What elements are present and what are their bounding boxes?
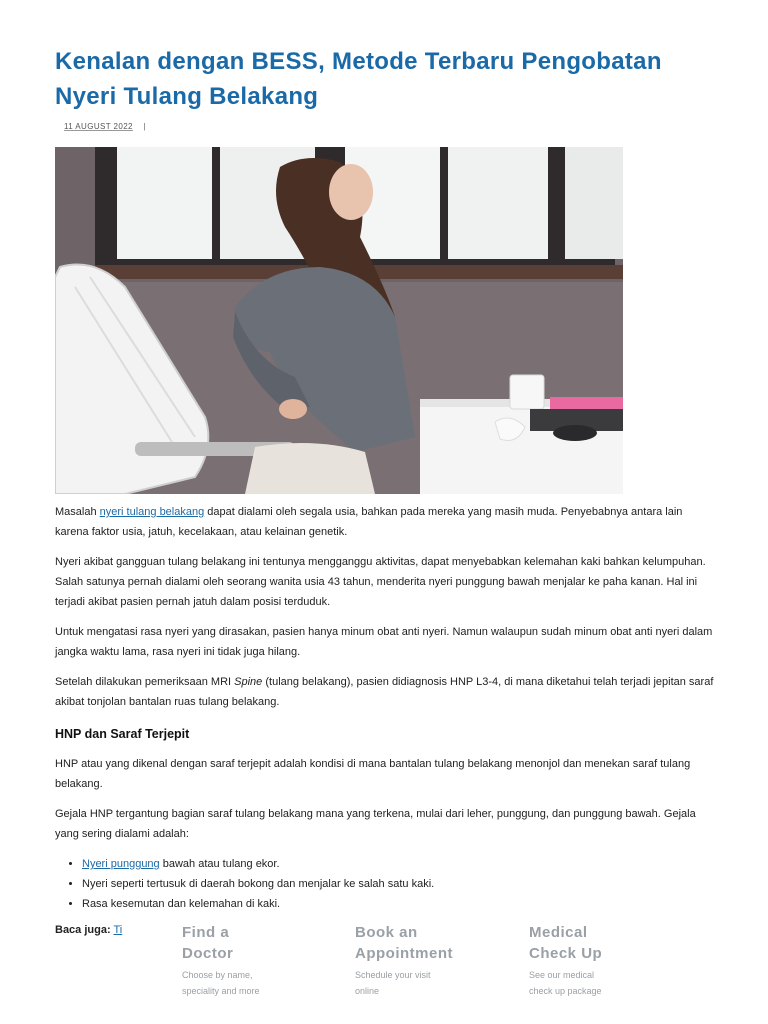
cta-title: Medical Check Up <box>529 924 603 962</box>
list-item <box>82 854 715 874</box>
section-heading: HNP dan Saraf Terjepit <box>55 727 190 741</box>
paragraph-4 <box>55 672 715 712</box>
cta-title: Find a Doctor <box>182 924 234 962</box>
read-also-label: Baca juga: <box>55 924 111 936</box>
cta-title: Book an Appointment <box>355 924 453 962</box>
read-also <box>55 924 122 936</box>
paragraph-6: Gejala HNP tergantung bagian saraf tulang belakang mana yang terkena, mulai dari leher, punggung, dan punggung bawah. Gejala yang sering dialami adalah: <box>55 808 696 840</box>
p1-text-start: Masalah <box>55 506 100 518</box>
paragraph-2: Nyeri akibat gangguan tulang belakang ini tentunya mengganggu aktivitas, dapat menyebabkan kelemahan kaki bahkan kelumpuhan. Salah satunya pernah dialami oleh seorang wanita usia 43 tahun, menderita nyeri punggung bawah menjalar ke paha kanan. Hal ini terjadi akibat pasien pernah jatuh dalam posisi terduduk. <box>55 556 706 608</box>
cta-medical-checkup[interactable] <box>529 922 669 999</box>
list-item: • Rasa kesemutan dan kelemahan di kaki. <box>82 894 715 914</box>
symptom-list <box>55 854 715 914</box>
p4-text-end: (tulang belakang), pasien didiagnosis HNP L3-4, di mana diketahui telah terjadi jepitan saraf akibat tonjolan bantalan ruas tulang belakang. <box>55 676 714 708</box>
cta-find-doctor[interactable] <box>182 922 322 999</box>
p1-text-end: dapat dialami oleh segala usia, bahkan pada mereka yang masih muda. Penyebabnya antara lain karena faktor usia, jatuh, kecelakaan, atau kelainan genetik. <box>55 506 683 538</box>
link-nyeri-tulang-belakang[interactable]: nyeri tulang belakang <box>99 506 205 518</box>
meta-separator: | <box>143 122 147 131</box>
publish-date[interactable]: 11 AUGUST 2022 <box>64 122 133 131</box>
article-body <box>55 502 715 914</box>
paragraph-3: Untuk mengatasi rasa nyeri yang dirasakan, pasien hanya minum obat anti nyeri. Namun walaupun sudah minum obat anti nyeri dalam jangka waktu lama, rasa nyeri ini tidak juga hilang. <box>55 626 713 658</box>
cta-subtitle: Choose by name, speciality and more <box>182 970 260 996</box>
cta-book-appointment[interactable] <box>355 922 495 999</box>
link-nyeri-punggung[interactable]: Nyeri punggung <box>82 858 160 870</box>
article-meta <box>64 122 146 131</box>
article-title: Kenalan dengan BESS, Metode Terbaru Pengobatan Nyeri Tulang Belakang <box>55 48 662 110</box>
hero-illustration <box>55 147 623 494</box>
read-also-link[interactable]: Ti <box>113 924 123 936</box>
p4-emphasis: Spine <box>234 676 263 688</box>
paragraph-1 <box>55 502 715 542</box>
li1-text: bawah atau tulang ekor. <box>159 858 280 870</box>
hero-image <box>55 147 623 494</box>
cta-subtitle: Schedule your visit online <box>355 970 431 996</box>
p4-text-start: Setelah dilakukan pemeriksaan MRI <box>55 676 235 688</box>
list-item: • Nyeri seperti tertusuk di daerah bokong dan menjalar ke salah satu kaki. <box>82 874 715 894</box>
cta-subtitle: See our medical check up package <box>529 970 602 996</box>
paragraph-5: HNP atau yang dikenal dengan saraf terjepit adalah kondisi di mana bantalan tulang belakang menonjol dan menekan saraf tulang belakang. <box>55 758 691 790</box>
